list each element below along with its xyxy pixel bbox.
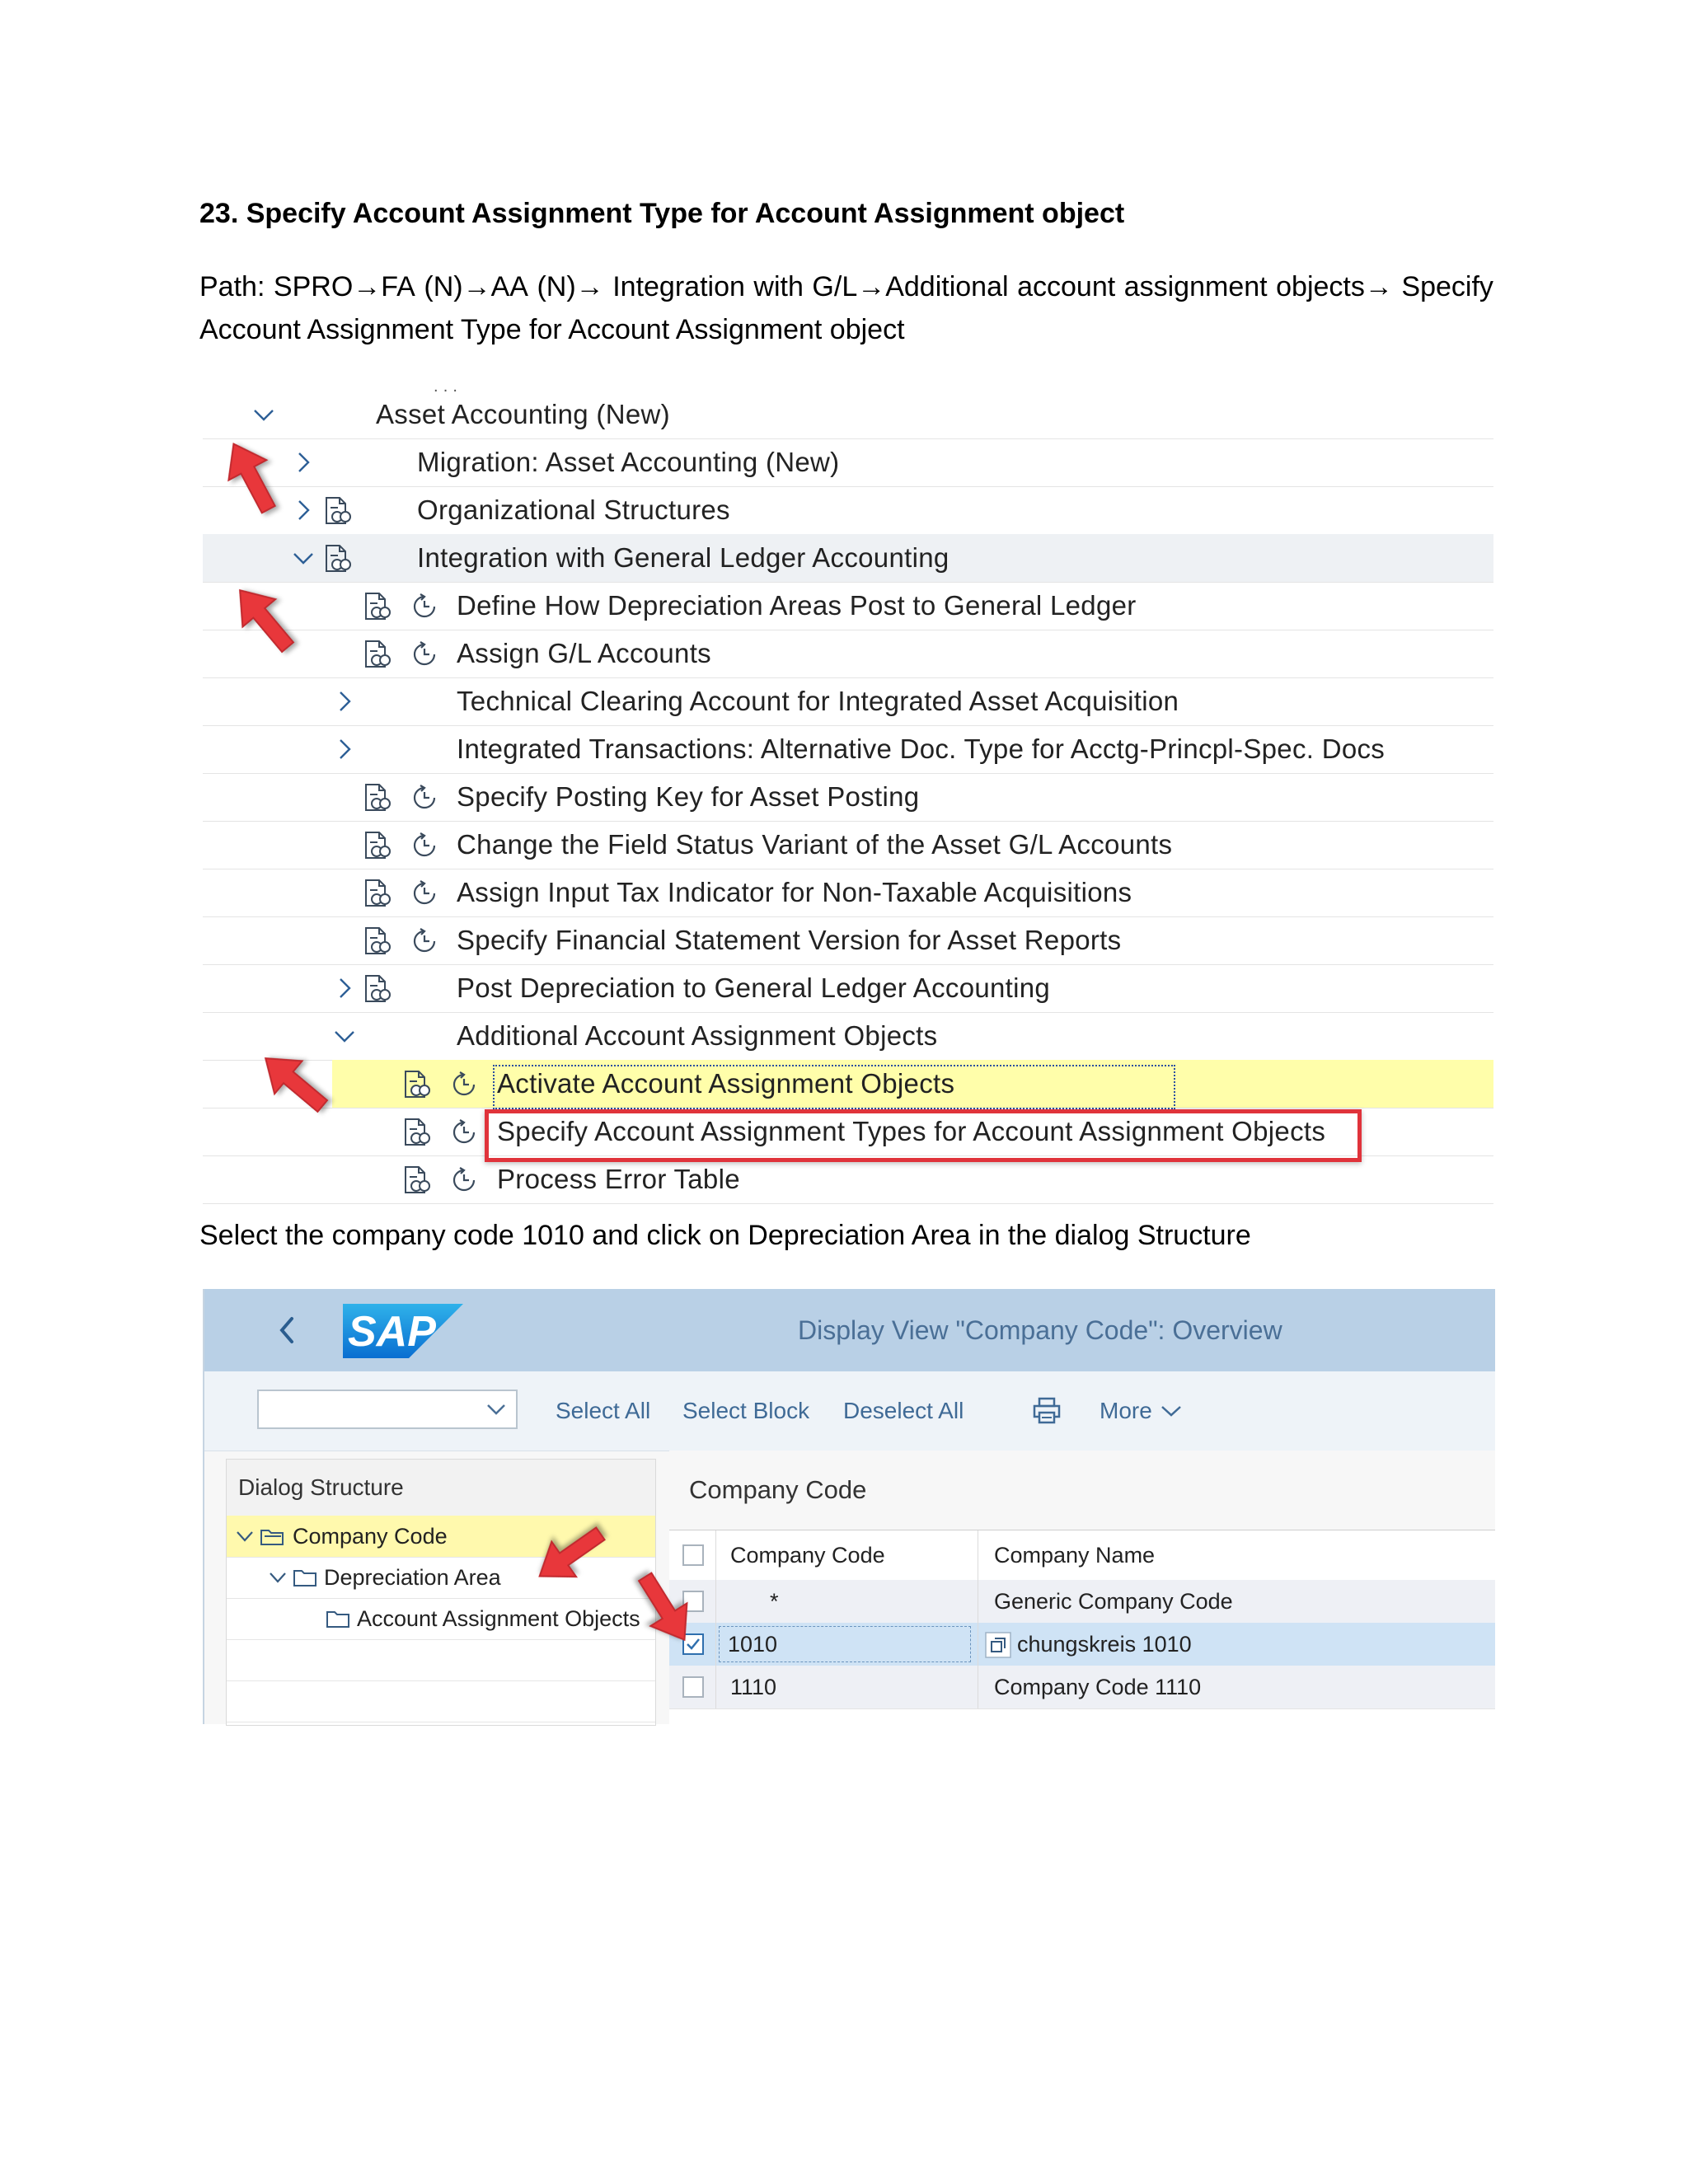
- dialog-empty-row: [227, 1639, 655, 1681]
- tree-node[interactable]: [203, 438, 1493, 487]
- annotation-arrow-5: [626, 1561, 701, 1652]
- tree-node-label: Technical Clearing Account for Integrated Asset Acquisition: [457, 686, 1179, 716]
- documentation-icon[interactable]: [363, 640, 391, 669]
- table-row-selected[interactable]: [669, 1623, 1495, 1666]
- table-title: Company Code: [689, 1475, 867, 1504]
- documentation-icon[interactable]: [323, 496, 351, 526]
- tree-node-label: Specify Account Assignment Types for Account Assignment Objects: [497, 1116, 1326, 1146]
- sap-logo: [343, 1304, 463, 1358]
- dialog-structure-header: [227, 1460, 655, 1516]
- tree-node-label: Organizational Structures: [417, 494, 730, 525]
- annotation-arrow-4: [523, 1516, 621, 1591]
- chevron-down-icon: [486, 1403, 506, 1416]
- dialog-empty-row: [227, 1680, 655, 1722]
- tree-node-label: Assign G/L Accounts: [457, 638, 711, 668]
- sap-view-screenshot: [203, 1289, 1495, 1724]
- tree-node-label: Assign Input Tax Indicator for Non-Taxable Acquisitions: [457, 877, 1132, 907]
- tree-node[interactable]: [203, 725, 1493, 774]
- tree-node[interactable]: [203, 964, 1493, 1013]
- annotation-arrow-2: [224, 575, 307, 666]
- tree-node-label: Process Error Table: [497, 1164, 740, 1194]
- tree-node-label: Define How Depreciation Areas Post to General Ledger: [457, 590, 1137, 621]
- folder-icon: [293, 1568, 317, 1587]
- customizing-path: [199, 265, 1493, 351]
- tree-node[interactable]: [203, 869, 1493, 917]
- documentation-icon[interactable]: [363, 974, 391, 1004]
- column-header-company-code[interactable]: Company Code: [730, 1542, 885, 1568]
- company-code-table-section: [669, 1451, 1495, 1724]
- toolbar: [204, 1371, 1495, 1451]
- execute-activity-icon[interactable]: [450, 1118, 478, 1146]
- tree-node[interactable]: [203, 391, 1493, 439]
- chevron-right-icon[interactable]: [333, 690, 356, 713]
- tree-node[interactable]: [203, 821, 1493, 869]
- dialog-structure-panel: [226, 1459, 656, 1726]
- execute-activity-icon[interactable]: [410, 879, 438, 907]
- documentation-icon[interactable]: [402, 1070, 430, 1099]
- tree-node[interactable]: [203, 486, 1493, 535]
- documentation-icon[interactable]: [363, 831, 391, 860]
- table-row[interactable]: [669, 1580, 1495, 1624]
- open-folder-icon: [260, 1526, 284, 1546]
- cell-company-name: Company Code 1110: [994, 1674, 1202, 1699]
- spro-tree-screenshot: [203, 377, 1493, 1194]
- tree-node-label: Asset Accounting (New): [376, 399, 670, 429]
- documentation-icon[interactable]: [402, 1118, 430, 1147]
- chevron-right-icon[interactable]: [333, 738, 356, 761]
- path-line-2: Account Assignment Type for Account Assignment object: [199, 314, 905, 345]
- tree-node[interactable]: [203, 630, 1493, 678]
- dialog-item-label: Depreciation Area: [324, 1565, 501, 1590]
- cell-company-code-input[interactable]: 1010: [719, 1626, 971, 1662]
- view-select[interactable]: [257, 1390, 518, 1429]
- chevron-down-icon[interactable]: [292, 546, 315, 569]
- tree-top-cut-text: . . .: [434, 377, 458, 396]
- column-header-company-name[interactable]: Company Name: [994, 1542, 1156, 1568]
- row-checkbox[interactable]: [682, 1676, 704, 1698]
- annotation-arrow-1: [211, 434, 293, 524]
- annotation-arrow-3: [251, 1038, 341, 1129]
- section-heading: 23. Specify Account Assignment Type for Account Assignment object: [199, 198, 1125, 229]
- execute-activity-icon[interactable]: [410, 640, 438, 668]
- tree-node[interactable]: [203, 677, 1493, 726]
- more-chevron-icon: [1160, 1404, 1182, 1418]
- company-code-table: [669, 1530, 1495, 1725]
- documentation-icon[interactable]: [363, 926, 391, 956]
- documentation-icon[interactable]: [363, 783, 391, 813]
- tree-node-label: Specify Posting Key for Asset Posting: [457, 781, 920, 812]
- annotation-box: [485, 1109, 1362, 1162]
- folder-icon: [326, 1609, 350, 1629]
- select-block-button[interactable]: Select Block: [682, 1398, 810, 1423]
- table-row[interactable]: [669, 1666, 1495, 1709]
- documentation-icon[interactable]: [363, 879, 391, 908]
- tree-node[interactable]: [203, 1155, 1493, 1204]
- dialog-item-label: Company Code: [293, 1524, 448, 1549]
- chevron-right-icon[interactable]: [333, 977, 356, 1000]
- tree-node-label: Specify Financial Statement Version for Asset Reports: [457, 925, 1122, 955]
- chevron-down-icon[interactable]: [268, 1568, 288, 1587]
- execute-activity-icon[interactable]: [410, 593, 438, 621]
- tree-node[interactable]: [203, 1012, 1493, 1061]
- select-all-button[interactable]: Select All: [556, 1398, 651, 1423]
- tree-node[interactable]: [203, 582, 1493, 630]
- path-line-1: Path: SPRO→FA (N)→AA (N)→ Integration with G/L→Additional account assignment objects→ Specify: [199, 271, 1493, 302]
- dialog-structure-title: Dialog Structure: [238, 1474, 404, 1500]
- documentation-icon[interactable]: [402, 1165, 430, 1195]
- chevron-down-icon[interactable]: [235, 1526, 255, 1546]
- focus-outline: [493, 1065, 1175, 1109]
- svg-text:SAP: SAP: [348, 1308, 436, 1356]
- tree-node-label: Post Depreciation to General Ledger Accounting: [457, 972, 1051, 1003]
- tree-node-label: Additional Account Assignment Objects: [457, 1020, 938, 1051]
- tree-node[interactable]: [203, 916, 1493, 965]
- chevron-right-icon[interactable]: [292, 499, 315, 522]
- cell-company-code: *: [770, 1588, 779, 1614]
- dialog-item-label: Account Assignment Objects: [357, 1606, 640, 1631]
- instruction-text: Select the company code 1010 and click on Depreciation Area in the dialog Structure: [199, 1220, 1251, 1251]
- execute-activity-icon[interactable]: [450, 1071, 478, 1099]
- value-help-icon[interactable]: [984, 1631, 1012, 1659]
- chevron-down-icon[interactable]: [252, 403, 275, 426]
- tree-node-label: Integrated Transactions: Alternative Doc. Type for Acctg-Princpl-Spec. Docs: [457, 733, 1386, 764]
- cell-company-name: Generic Company Code: [994, 1588, 1233, 1614]
- chevron-right-icon[interactable]: [292, 451, 315, 474]
- documentation-icon[interactable]: [363, 592, 391, 621]
- tree-node-label: Activate Account Assignment Objects: [497, 1068, 955, 1099]
- print-icon[interactable]: [1032, 1396, 1062, 1426]
- execute-activity-icon[interactable]: [410, 784, 438, 812]
- cell-company-code: 1110: [730, 1674, 777, 1699]
- more-button[interactable]: More: [1100, 1398, 1152, 1423]
- table-header-row: [669, 1530, 1495, 1581]
- tree-node-label: Integration with General Ledger Accounting: [417, 542, 950, 573]
- dialog-item-account-assignment-objects[interactable]: [227, 1598, 655, 1640]
- execute-activity-icon[interactable]: [410, 927, 438, 955]
- tree-node-label: Migration: Asset Accounting (New): [417, 447, 840, 477]
- tree-node[interactable]: [203, 773, 1493, 822]
- tree-node[interactable]: [203, 534, 1493, 583]
- deselect-all-button[interactable]: Deselect All: [843, 1398, 964, 1423]
- execute-activity-icon[interactable]: [450, 1166, 478, 1194]
- cell-company-name: chungskreis 1010: [1017, 1631, 1192, 1657]
- shell-bar: [204, 1289, 1495, 1371]
- execute-activity-icon[interactable]: [410, 832, 438, 860]
- tree-node-label: Change the Field Status Variant of the Asset G/L Accounts: [457, 829, 1173, 860]
- page-title: Display View "Company Code": Overview: [798, 1315, 1282, 1345]
- back-icon[interactable]: [277, 1314, 297, 1347]
- documentation-icon[interactable]: [323, 544, 351, 574]
